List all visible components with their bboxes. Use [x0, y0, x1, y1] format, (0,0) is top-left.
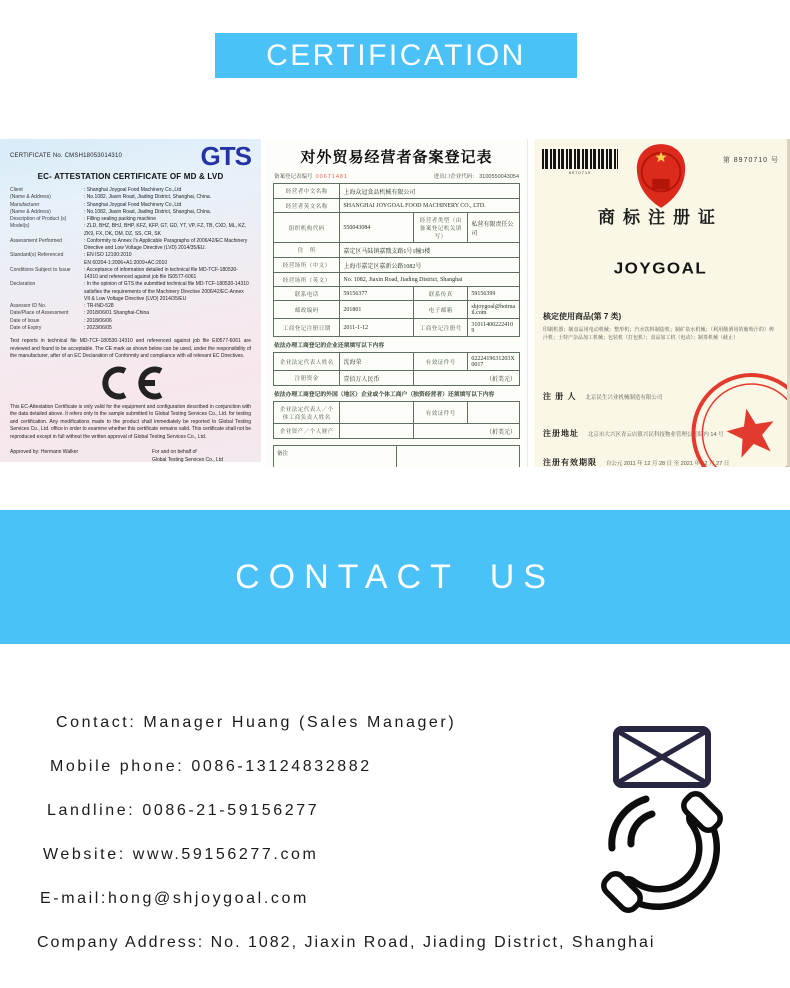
- trade-cell-value: 310114002224109: [468, 319, 520, 337]
- trade-cell-label: 经营场所（英文）: [274, 273, 340, 287]
- gts-field-label: Standard(s) Referenced: [10, 252, 64, 259]
- trade-cell-value: 上海市嘉定区嘉新公路1082号: [340, 258, 520, 273]
- trade-cell-value: 2011-1-12: [340, 319, 414, 337]
- table-row: [274, 199, 520, 213]
- table-row: [274, 287, 520, 301]
- trademark-goods-text: 印刷机器；制食品用电动机械；整形机；汽水饮料制造机；制矿泉水机械；（利用酿酒用的葡萄汁的）榨汁机；土特产杂品加工机械；包装机（打包机）；食品加工机（电动）；制茶机械（截止）: [543, 327, 774, 341]
- gts-paragraph-1: Test reports in technical file MD-TCF-180530-14310 and referenced against job file EI0577-6061 are reviewed and found to be acceptable. The CE mark as shown below can be used, under the responsibility of the manufacturer, after of an EC Declaration of Conformity and compliance with all relevant EC Directives.: [10, 338, 251, 359]
- trade-cell-label: 企业法定代表人／个体工商负责人姓名: [274, 402, 340, 424]
- joygoal-logo: JOYGOAL: [613, 259, 708, 278]
- gts-behalf-line-1: For and on behalf of: [151, 449, 197, 455]
- gts-field-label: Declaration: [10, 281, 36, 288]
- table-row: [274, 273, 520, 287]
- trade-cell-value: 0222419631203X0017: [468, 353, 520, 371]
- trade-cell-label: 经营场所（中文）: [274, 258, 340, 273]
- trade-ie-code-label: 进出口企业代码：: [433, 174, 478, 180]
- company-address-line: Company Address: No. 1082, Jiaxin Road, Jiading District, Shanghai: [37, 934, 656, 951]
- trade-remark-table: [273, 445, 520, 467]
- trade-table-3: [273, 401, 520, 439]
- gts-field-value: : 2023/06/05: [84, 324, 112, 331]
- trade-cell-label: 经营者中文名称: [274, 184, 340, 199]
- trade-cell-label: 电子邮箱: [414, 301, 468, 319]
- ce-mark-icon: [10, 366, 251, 400]
- trade-subheader: [274, 172, 519, 180]
- trade-remark-value: [397, 446, 520, 468]
- gts-field-label: Date of Expiry: [10, 324, 42, 331]
- gts-field-label: Description of Product (s): [10, 216, 67, 222]
- barcode-number: 8970710: [568, 170, 592, 175]
- trade-table: [273, 183, 520, 337]
- email-line: E-mail:hong@shjoygoal.com: [40, 890, 309, 907]
- barcode-icon: [542, 149, 618, 169]
- gts-field-row: [10, 281, 251, 303]
- gts-field-value: : ZLD, BHZ, BHJ, BHP, KFZ, KFP, GT, GD, YT, VP, FZ, TB, CXD, ML, KZ, ZK9, FX, DK, DM, DZ, SS, CR, SK: [84, 223, 247, 237]
- trade-cell-value: 壹佰万人民币: [340, 371, 414, 386]
- gts-field-value: : No.1082, Jiaxin Road, Jiading District, Shanghai, China.: [84, 194, 212, 201]
- trade-cell-value: 沈海荣: [340, 353, 414, 371]
- gts-field-value: : Filling sealing packing machine: [84, 216, 156, 222]
- trade-cell-value: 59156399: [468, 287, 520, 301]
- trade-ie-code-value: 3100550043054: [479, 174, 519, 180]
- gts-paragraph-2: This EC-Attestation Certificate is only valid for the equipment and configuration described in conjunction with the data detailed above. It refers only to the sample submitted to Global Testing Services Co., Ltd. for testing and certification. Any modifications made to the product shall immediately be reported to Global Testing Services Co., Ltd. office in order to examine whether this certificate remains valid. This certificate shall not be reproduced except in full without the written approval of Global Testing Services Co., Ltd.: [10, 403, 251, 440]
- table-row: [274, 243, 520, 258]
- gts-field-row: [10, 310, 251, 317]
- trade-cell-label: 有效证件号: [414, 353, 468, 371]
- trade-cell-label: 工商登记注册日期: [274, 319, 340, 337]
- gts-field-label: Assessor ID No.: [10, 303, 47, 309]
- trade-cell-value: 201801: [340, 301, 414, 319]
- table-row: [274, 258, 520, 273]
- gts-title: EC- ATTESTATION CERTIFICATE OF MD & LVD: [37, 172, 224, 181]
- trade-reg-no-value: 00671481: [315, 174, 349, 180]
- gts-field-row: [10, 223, 251, 238]
- gts-field-row: [10, 303, 251, 310]
- gts-field-value: : Shanghai Joygoal Food Machinery Co.,Ltd: [84, 187, 182, 193]
- trade-cell-value: 嘉定区马陆镇嘉戬支路1号1幢3楼: [340, 243, 520, 258]
- trade-cell-value: No. 1082, Jiaxin Road, Jiading District, Shanghai: [340, 273, 520, 287]
- trade-cell-value: [340, 402, 414, 424]
- gts-field-label: Manufacturer: [10, 201, 40, 208]
- signature: [12, 459, 112, 462]
- trade-cell-note: （折美元）: [414, 424, 520, 439]
- gts-header: [10, 143, 251, 169]
- gts-field-value: : Conformity to Annex I's Applicable Paragraphs of 2006/42/EC Machinery Directive and Low Voltage Directive (LVD) 2014/35/EU.: [84, 237, 248, 251]
- trademark-registrant-value: 北京民生兴业机械制造有限公司: [585, 395, 663, 401]
- trademark-registrant-label: 注 册 人: [543, 392, 577, 401]
- gts-field-value: : In the opinion of GTS the submitted technical file MD-TCF-180530-14310 satisfies the requirements of the Machinery Directive 2006/42/EC-Annex VII & Low Voltage Directive (LVD) 2014/35/EU: [84, 281, 249, 302]
- gts-field-value: : No.1082, Jiaxin Road, Jiading District, Shanghai, China.: [84, 208, 212, 215]
- trade-cell-label: 企业资产／个人财产: [274, 424, 340, 439]
- trade-cell-value: [340, 424, 414, 439]
- gts-field-label: [10, 260, 84, 267]
- trademark-validity-value: 自公元 2011 年 12 月 28 日 至 2021 年 12 月 27 日: [605, 461, 730, 467]
- gts-field-label: Model(s): [10, 223, 30, 230]
- gts-field-label: Date of Issue: [10, 317, 40, 324]
- trade-cell-label: 企业法定代表人姓名: [274, 353, 340, 371]
- trade-cell-label: 组织机构代码: [274, 213, 340, 243]
- certification-banner-label: CERTIFICATION: [266, 38, 526, 72]
- landline-line: Landline: 0086-21-59156277: [47, 802, 320, 819]
- trade-cell-label: 联系传真: [414, 287, 468, 301]
- trade-remark-label: 备注: [274, 446, 397, 468]
- gts-field-row: [10, 194, 251, 201]
- trade-table-2: [273, 352, 520, 386]
- trade-cell-value: shjoygoal@hotmail.com: [468, 301, 520, 319]
- table-row: [274, 301, 520, 319]
- trademark-red-stamp-icon: [674, 356, 790, 467]
- trade-section-heading-2: 依法办理工商登记的外国（地区）企业或个体工商户（独资经营者）还须填写以下内容: [274, 392, 495, 398]
- gts-field-value: : EN ISO 12100:2010: [84, 252, 132, 259]
- gts-behalf: [152, 449, 223, 462]
- mobile-phone-line: Mobile phone: 0086-13124832882: [50, 758, 372, 775]
- gts-field-label: Conditions Subject to Issue: [10, 266, 71, 273]
- trademark-cert-number: 第 8970710 号: [722, 157, 779, 164]
- gts-field-label: Date/Place of Assessment: [10, 310, 69, 317]
- gts-field-row: [10, 216, 251, 223]
- certificate-gts-image: [0, 139, 261, 462]
- gts-cert-number: CERTIFICATE No. CMSH18053014310: [10, 153, 123, 159]
- trade-cell-label: 经营者类型（由备案登记机关填写）: [414, 213, 468, 243]
- certificate-trademark-image: [534, 139, 790, 467]
- gts-field-value: EN 60204-1:2006+A1:2009+AC:2010: [84, 259, 168, 266]
- table-row: [274, 446, 520, 468]
- certificate-trade-registration-image: [266, 139, 528, 467]
- trade-cell-value: 59156377: [340, 287, 414, 301]
- trade-cell-label: 住 所: [274, 243, 340, 258]
- gts-field-value: : 2018/06/01 Shanghai-China: [84, 310, 150, 317]
- trademark-address-label: 注册地址: [543, 429, 579, 438]
- trademark-class-heading: 核定使用商品(第 7 类): [543, 312, 622, 321]
- gts-field-row: [10, 260, 251, 267]
- certification-banner: [215, 33, 577, 78]
- trade-cell-label: 工商登记注册号: [414, 319, 468, 337]
- gts-field-label: (Name & Address): [10, 194, 51, 201]
- phone-icon: [598, 782, 728, 921]
- table-row: [274, 319, 520, 337]
- trade-section-heading-1: 依法办理工商登记的企业还须填写以下内容: [274, 343, 385, 349]
- trade-cell-value: 上海众冠食品机械有限公司: [340, 184, 520, 199]
- contact-us-banner-label: CONTACT US: [235, 557, 555, 596]
- trade-cell-label: 经营者英文名称: [274, 199, 340, 213]
- gts-field-label: (Name & Address): [10, 208, 51, 215]
- trade-cell-value: [468, 402, 520, 424]
- gts-field-value: : 2018/06/06: [84, 317, 112, 324]
- table-row: [274, 353, 520, 371]
- trade-reg-no: [274, 172, 348, 180]
- gts-field-row: [10, 187, 251, 194]
- trade-ie-code: [434, 172, 519, 180]
- gts-behalf-line-2: Global Testing Services Co., Ltd: [151, 456, 223, 462]
- gts-field-row: [10, 318, 251, 325]
- gts-field-label: Assessment Performed: [10, 237, 62, 244]
- trademark-validity-label: 注册有效期限: [543, 458, 597, 467]
- trade-cell-value: 550043084: [340, 213, 414, 243]
- trademark-title: 商标注册证: [598, 208, 723, 227]
- gts-field-row: [10, 252, 251, 259]
- gts-approved-by: Approved by: Hermann Walker: [10, 449, 79, 455]
- trademark-address-value: 北京市大兴区青云店镇兴民科技物业管理公司院内 14 号: [587, 432, 724, 438]
- trade-cell-label: 有效证件号: [414, 402, 468, 424]
- trade-cell-label: 联系电话: [274, 287, 340, 301]
- gts-field-value: : Shanghai Joygoal Food Machinery Co.,Ltd: [84, 201, 182, 208]
- trade-cell-note: （折美元）: [414, 371, 520, 386]
- trade-cell-label: 邮政编码: [274, 301, 340, 319]
- table-row: [274, 424, 520, 439]
- gts-field-row: [10, 202, 251, 209]
- gts-field-row: [10, 209, 251, 216]
- gts-field-row: [10, 238, 251, 253]
- gts-field-row: [10, 267, 251, 282]
- table-row: [274, 402, 520, 424]
- gts-footer: [10, 447, 251, 462]
- contact-person-line: Contact: Manager Huang (Sales Manager): [56, 714, 457, 731]
- table-row: [274, 213, 520, 243]
- trade-reg-no-label: 备案登记表编号: [274, 174, 313, 180]
- table-row: [274, 184, 520, 199]
- contact-us-banner: [0, 510, 790, 644]
- gts-field-label: Client: [10, 187, 23, 193]
- trade-cell-value: 私营有限责任公司: [468, 213, 520, 243]
- trade-cell-label: 注册资金: [274, 371, 340, 386]
- gts-logo: GTS: [200, 141, 251, 171]
- website-line: Website: www.59156277.com: [43, 846, 319, 863]
- trade-title: 对外贸易经营者备案登记表: [300, 150, 493, 166]
- gts-field-value: : TR-IND-528: [84, 303, 114, 309]
- table-row: [274, 371, 520, 386]
- trade-cell-value: SHANGHAI JOYGOAL FOOD MACHINERY CO., LTD.: [340, 199, 520, 213]
- gts-field-value: : Acceptance of information detailed in technical file MD-TCF-180530-14310 and referenced against job file IS0577-6061: [84, 266, 238, 280]
- gts-field-row: [10, 325, 251, 332]
